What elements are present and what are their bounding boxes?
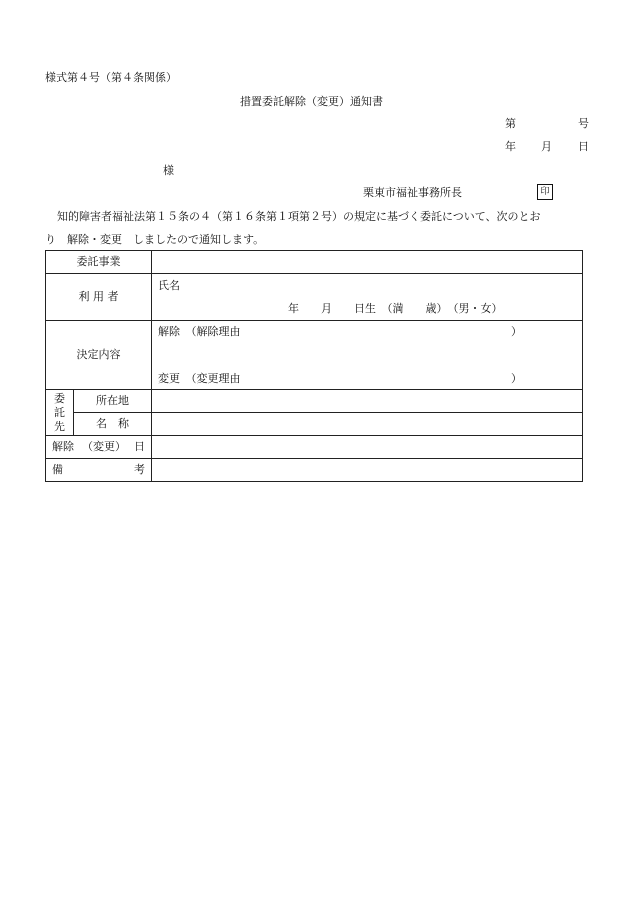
- label-commission: 委託事業: [46, 251, 152, 274]
- label-date: [46, 436, 152, 459]
- consignee-char-1: 委: [54, 391, 65, 405]
- document-title: 措置委託解除（変更）通知書: [240, 95, 383, 108]
- row-user: [46, 274, 583, 321]
- form-number: 様式第４号（第４条関係）: [45, 71, 177, 84]
- date-label-part-1: 解除: [52, 440, 74, 453]
- row-date: [46, 436, 583, 459]
- date-day: 日: [578, 140, 589, 153]
- date-label-part-3: 日: [134, 440, 145, 453]
- row-consignee-name: [46, 413, 583, 436]
- row-consignee-address: [46, 390, 583, 413]
- addressee-honorific: 様: [163, 164, 174, 177]
- value-user: [152, 274, 583, 321]
- user-dob-line: 年 月 日生 （満 歳） （男・女）: [288, 302, 503, 315]
- decision-change-close: ）: [511, 372, 522, 385]
- remarks-label-part-1: 備: [52, 463, 63, 476]
- document-number-suffix: 号: [578, 117, 589, 130]
- label-user: 利 用 者: [46, 274, 152, 321]
- label-consignee-address: 所在地: [74, 390, 152, 413]
- label-decision: 決定内容: [46, 321, 152, 390]
- decision-cancel-close: ）: [511, 325, 522, 338]
- row-remarks: [46, 459, 583, 482]
- date-label-part-2: （変更）: [82, 440, 126, 453]
- remarks-label-part-2: 考: [134, 463, 145, 476]
- value-commission: [152, 251, 583, 274]
- form-table: [45, 250, 583, 482]
- value-consignee-name: [152, 413, 583, 436]
- decision-cancel: 解除 （解除理由: [158, 325, 241, 338]
- label-consignee-name: 名 称: [74, 413, 152, 436]
- label-remarks: [46, 459, 152, 482]
- consignee-char-2: 託: [54, 405, 65, 419]
- consignee-char-3: 先: [54, 419, 65, 433]
- decision-change: 変更 （変更理由: [158, 372, 241, 385]
- issuer: 栗東市福祉事務所長: [363, 186, 462, 199]
- value-consignee-address: [152, 390, 583, 413]
- date-month: 月: [541, 140, 552, 153]
- label-consignee: [46, 390, 74, 436]
- seal-box: 印: [537, 184, 553, 200]
- body-line-1: 知的障害者福祉法第１５条の４（第１６条第１項第２号）の規定に基づく委託について、次のとお: [57, 210, 541, 223]
- row-decision: [46, 321, 583, 390]
- row-commission: [46, 251, 583, 274]
- user-name-label: 氏名: [158, 279, 180, 292]
- value-remarks: [152, 459, 583, 482]
- value-decision: [152, 321, 583, 390]
- date-year: 年: [505, 140, 516, 153]
- document-number-prefix: 第: [505, 117, 516, 130]
- value-date: [152, 436, 583, 459]
- body-line-2: り 解除・変更 しましたので通知します。: [45, 233, 265, 246]
